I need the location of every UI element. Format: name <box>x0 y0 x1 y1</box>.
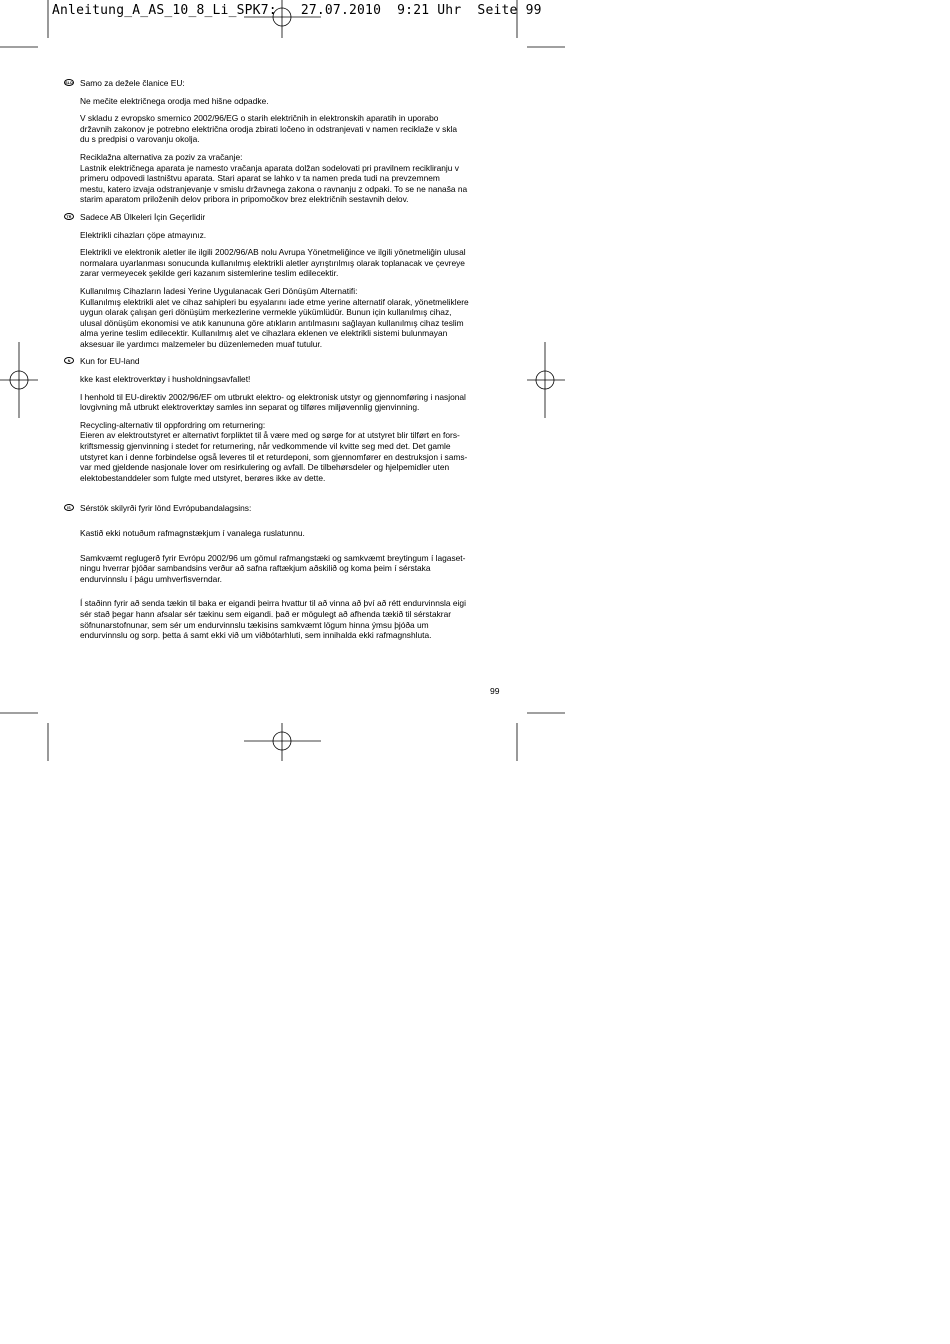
paragraph: I henhold til EU-direktiv 2002/96/EF om utbrukt elektro- og elektronisk utstyr og gjennomføring i nasjonal lovgivning må utbrukt elektroverktøy samles inn separat og tilføres miljøvennlig gjenvinning. <box>80 391 466 413</box>
language-badge-icon: IS <box>64 504 74 511</box>
registration-mark-left <box>0 342 38 418</box>
page-number: 99 <box>490 686 500 696</box>
section-title: Sadece AB Ülkeleri İçin Geçerlidir <box>80 211 206 222</box>
paragraph: Elektrikli ve elektronik aletler ile ilgili 2002/96/AB nolu Avrupa Yönetmeliğince ve ilgili yönetmeliğin ulusal normalara uyarlanması sonucunda kullanılmış elektrikli aletler ayrıştırılmış olarak toplanacak ve çevreye zarar vermeyecek şekilde geri kazanım sistemlerine teslim edilecektir. <box>80 247 466 279</box>
section-slovenian <box>64 78 504 205</box>
registration-mark-bottom <box>244 723 321 761</box>
section-heading <box>64 356 504 367</box>
section-title: Samo za dežele članice EU: <box>80 78 185 88</box>
paragraph: Ne mečite električnega orodja med hišne odpadke. <box>80 95 269 106</box>
paragraph: Reciklažna alternativa za poziv za vračanje: Lastnik električnega aparata je namesto vračanja aparata dolžan sodelovati pri pravilnem recikliranju v primeru odpovedi lastništvu aparata. Stari aparat se lahko v ta namen preda tudi na prevzemnem mestu, katero izvaja odstranjevanje v smislu državnega zakona o ravnanju z odpaki. To se ne nanaša na starim aparatom priloženih delov pribora in pripomočkov brez električnih sestavnih delov. <box>80 151 468 205</box>
section-title: Kun for EU-land <box>80 356 140 367</box>
paragraph: Samkvæmt reglugerð fyrir Evrópu 2002/96 um gömul rafmangstæki og samkvæmt breytingum í lagaset- ningu hverrar þjóðar sambandsins verður að safna raftækjum aðskilið og koma þeim í sérstaka endurvinnslu í þágu umhverfisverndar. <box>80 552 466 584</box>
registration-mark-top <box>244 0 321 38</box>
registration-mark-right <box>527 342 565 418</box>
section-turkish <box>64 212 504 350</box>
paragraph: kke kast elektroverktøy i husholdningsavfallet! <box>80 374 251 385</box>
section-heading <box>64 78 504 89</box>
section-norwegian <box>64 356 504 483</box>
section-heading <box>64 212 504 223</box>
paragraph: Kullanılmış Cihazların İadesi Yerine Uygulanacak Geri Dönüşüm Alternatifi: Kullanılmış elektrikli alet ve cihaz sahipleri bu eşyalarını iade etme yerine alternatif olarak, yönetmeliklere uygun olarak çalışan geri dönüşüm merkezlerine vermekle yükümlüdür. Bunun için kullanılmış cihaz, ulusal dönüşüm ekonomisi ve atık kanununa göre atıkların arıtılmasını sağlayan kullanılmış cihaz teslim alma yerine teslim edilecektir. Kullanılmış alet ve cihazlara eklenen ve elektrikli sistemi bulunmayan aksesuar ile yardımcı malzemeler bu düzenlemeden muaf tutulur. <box>80 285 469 349</box>
language-badge-icon: SLO <box>65 81 73 85</box>
language-badge-icon: N <box>64 357 74 364</box>
page-content <box>64 78 504 648</box>
section-icelandic <box>64 503 504 640</box>
language-badge-icon: TR <box>64 213 74 220</box>
paragraph: Elektrikli cihazları çöpe atmayınız. <box>80 229 207 240</box>
paragraph: Kastið ekki notuðum rafmagnstækjum í vanalega ruslatunnu. <box>80 528 305 538</box>
print-slug-header: Anleitung_A_AS_10_8_Li_SPK7: 27.07.2010 9:21 Uhr Seite 99 <box>52 3 542 18</box>
paragraph: V skladu z evropsko smernico 2002/96/EG o starih električnih in elektronskih aparatih in uporabo državnih zakonov je potrebno električna orodja zbirati ločeno in odstranjevati v namen reciklaže v skla du s predpisi o varovanju okolja. <box>80 113 458 145</box>
paragraph: Recycling-alternativ til oppfordring om returnering: Eieren av elektroutstyret er alternativt forpliktet til å være med og sørge for at utstyret blir tilført en fors- kriftsmessig gjenvinning i stedet for returnering, når vedkommende vil kvitte seg med det. Det gamle utstyret kan i denne forbindelse også leveres til et returdeponi, som gjennomfører en destruksjon i sams- var med gjeldende nasjonale lover om resirkulering og avfall. De tilbehørsdeler og hjelpemidler uten elektobestanddeler som fulgte med utstyret, berøres ikke av dette. <box>80 419 468 483</box>
section-heading <box>64 503 504 514</box>
paragraph: Í staðinn fyrir að senda tækin til baka er eigandi þeirra hvattur til að vinna að því að rétt endurvinnsla eigi sér stað þegar hann afsalar sér tækinu sem eigandi. það er mögulegt að afhenda tækið til sérstakrar söfnunarstofnunar, sem sér um endurvinnslu tækisins samkvæmt lögum hinna ýmsu þjóða um endurvinnslu og sorp. þetta á samt ekki við um viðbótarhluti, sem innihalda ekki rafmagnshluta. <box>80 598 466 641</box>
section-title: Sérstök skilyrði fyrir lönd Evrópubandalagsins: <box>80 503 252 514</box>
